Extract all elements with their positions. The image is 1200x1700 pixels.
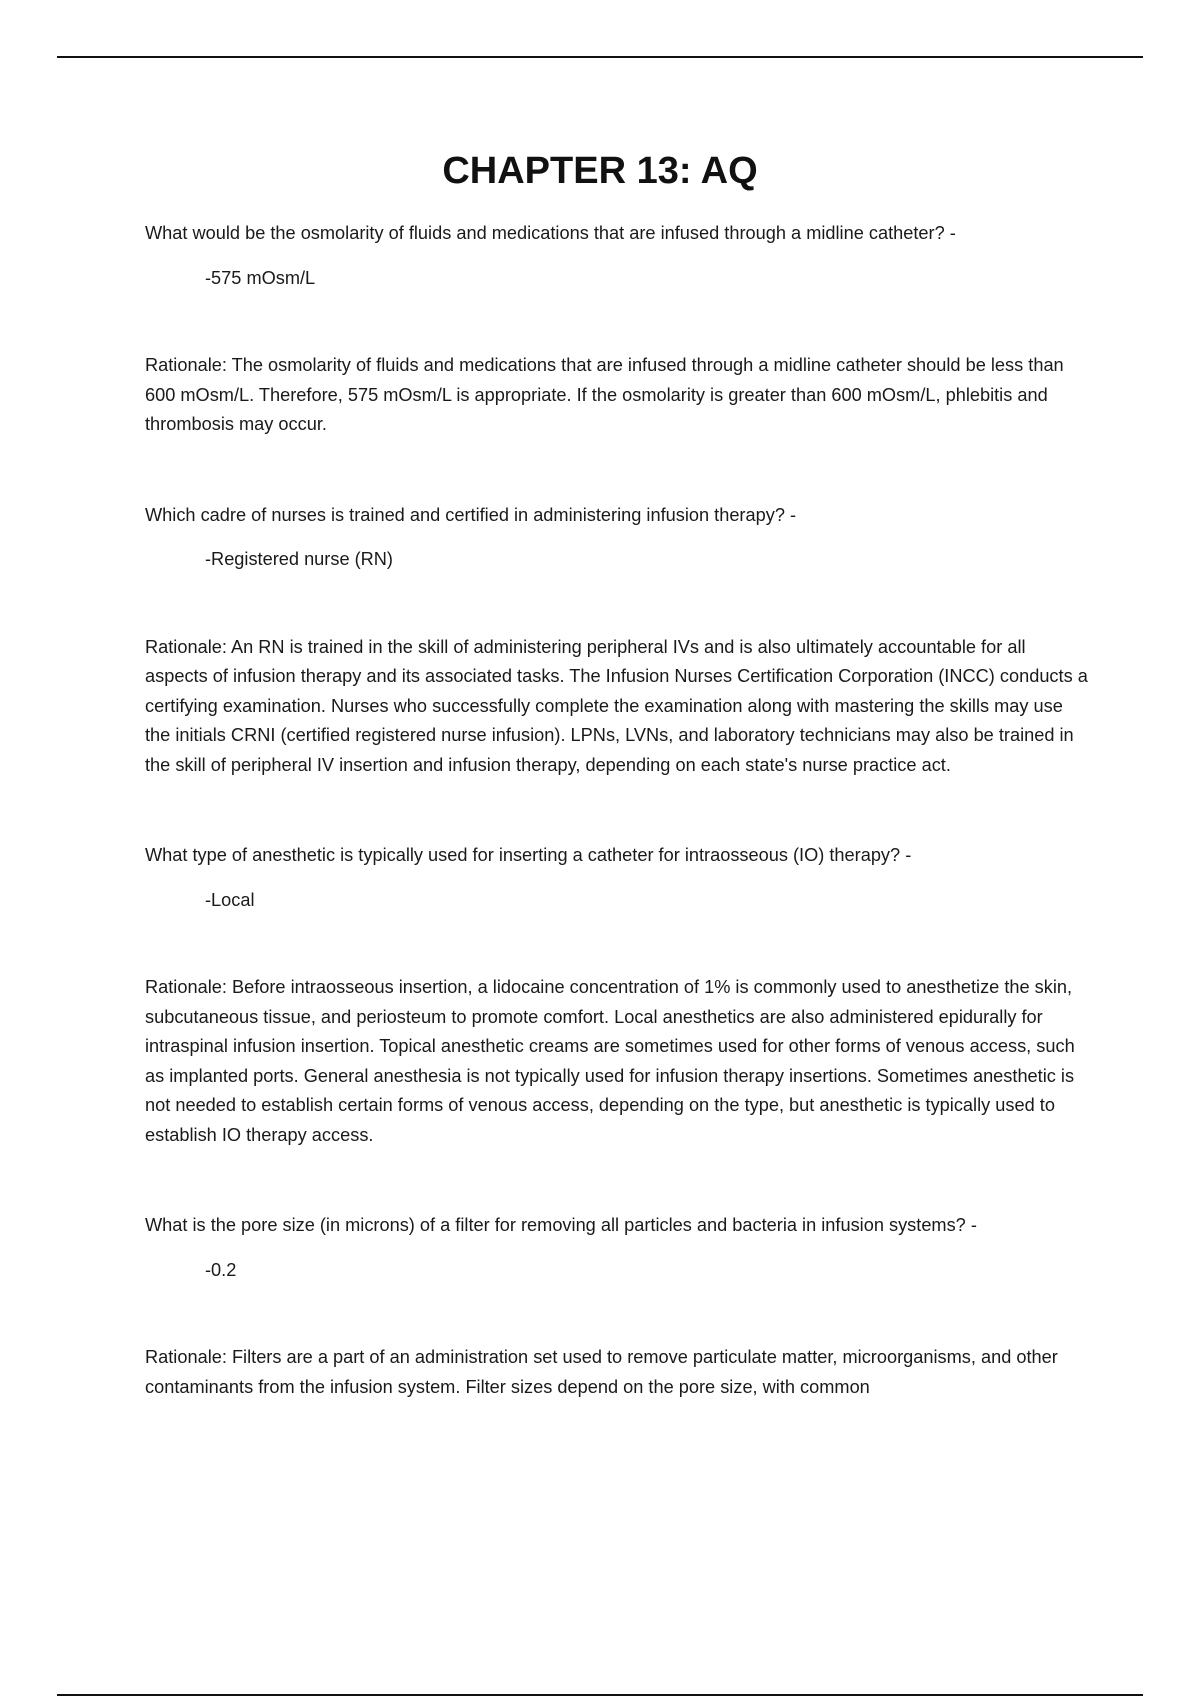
qa-item-3	[145, 841, 1090, 1150]
qa-content	[145, 219, 1090, 1402]
rationale-text: Rationale: Before intraosseous insertion, a lidocaine concentration of 1% is commonly used to anesthetize the skin, subcutaneous tissue, and periosteum to promote comfort. Local anesthetics are also administered epidurally for intraspinal infusion insertion. Topical anesthetic creams are sometimes used for other forms of venous access, such as implanted ports. General anesthesia is not typically used for infusion therapy insertions. Sometimes anesthetic is not needed to establish certain forms of venous access, depending on the type, but anesthetic is typically used to establish IO therapy access.	[145, 977, 1075, 1145]
top-rule	[57, 56, 1143, 58]
answer-text: -575 mOsm/L	[205, 267, 316, 288]
answer-text: -Local	[205, 889, 255, 910]
rationale-text: Rationale: An RN is trained in the skill of administering peripheral IVs and is also ultimately accountable for all aspects of infusion therapy and its associated tasks. The Infusion Nurses Certification Corporation (INCC) conducts a certifying examination. Nurses who successfully complete the examination along with mastering the skills may use the initials CRNI (certified registered nurse infusion). LPNs, LVNs, and laboratory technicians may also be trained in the skill of peripheral IV insertion and infusion therapy, depending on each state's nurse practice act.	[145, 636, 1088, 775]
question-text: What is the pore size (in microns) of a filter for removing all particles and bacteria in infusion systems? -	[145, 1215, 977, 1235]
qa-item-2	[145, 501, 1090, 781]
qa-item-4	[145, 1211, 1090, 1402]
bottom-rule	[57, 1694, 1143, 1696]
question-text: What type of anesthetic is typically used for inserting a catheter for intraosseous (IO) therapy? -	[145, 845, 912, 865]
answer-text: -Registered nurse (RN)	[205, 549, 393, 569]
answer-text: -0.2	[205, 1259, 237, 1280]
qa-item-1	[145, 219, 1090, 440]
question-text: Which cadre of nurses is trained and certified in administering infusion therapy? -	[145, 504, 797, 525]
rationale-text: Rationale: The osmolarity of fluids and medications that are infused through a midline catheter should be less than 600 mOsm/L. Therefore, 575 mOsm/L is appropriate. If the osmolarity is greater than 600 mOsm/L, phlebitis and thrombosis may occur.	[145, 355, 1064, 434]
question-text: What would be the osmolarity of fluids and medications that are infused through a midline catheter? -	[145, 223, 956, 243]
rationale-text: Rationale: Filters are a part of an administration set used to remove particulate matter, microorganisms, and other contaminants from the infusion system. Filter sizes depend on the pore size, with common	[145, 1347, 1058, 1397]
page-title: CHAPTER 13: AQ	[442, 150, 758, 192]
